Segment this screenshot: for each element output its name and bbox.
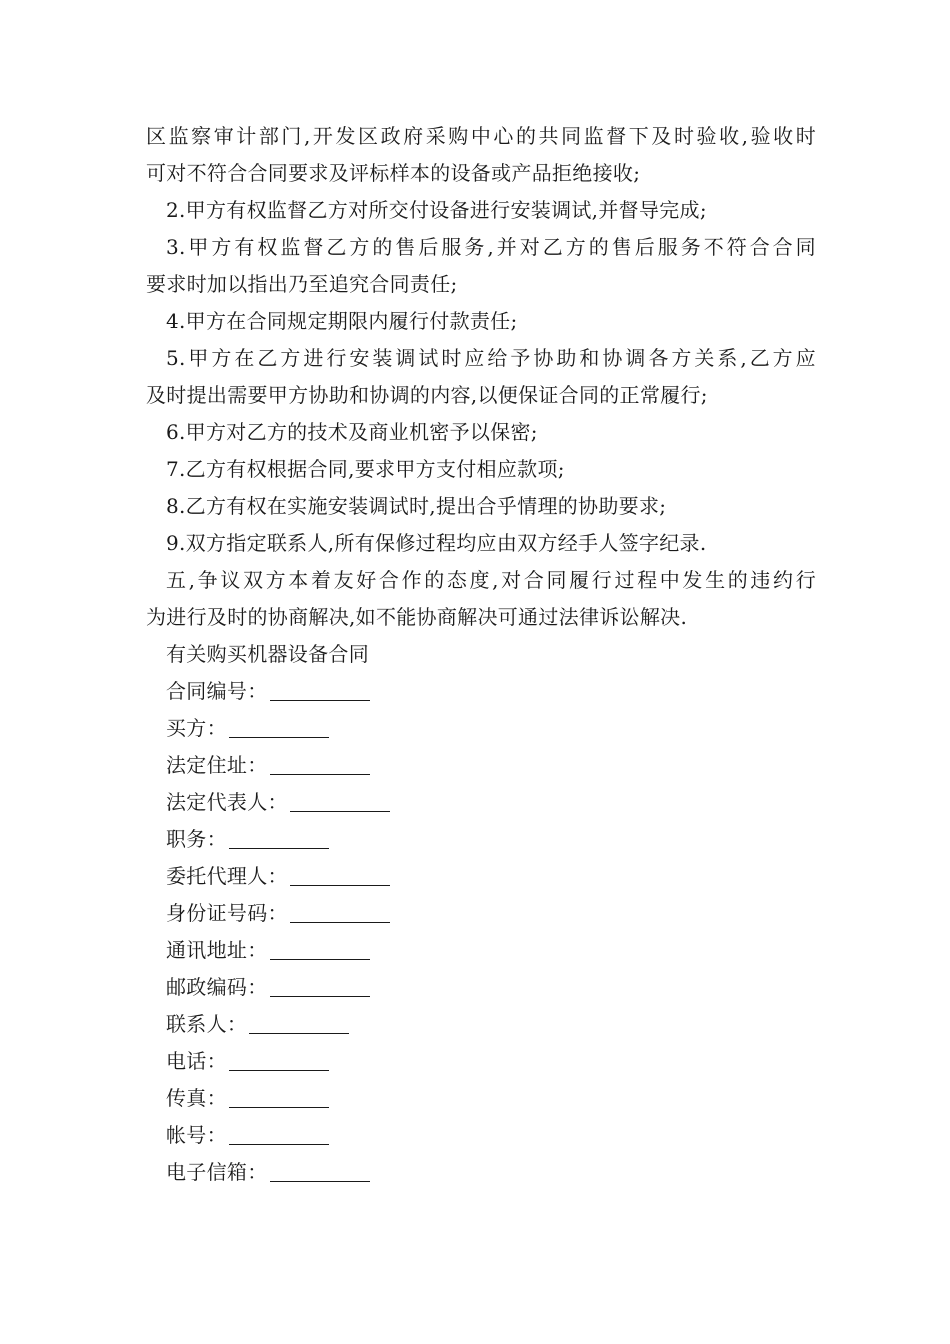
form-field-blank[interactable] xyxy=(229,1085,329,1108)
form-field-blank[interactable] xyxy=(270,937,370,960)
form-field-blank[interactable] xyxy=(229,1048,329,1071)
form-field-row xyxy=(146,673,816,710)
form-field-label: 职务： xyxy=(166,827,227,851)
form-field-blank[interactable] xyxy=(270,1159,370,1182)
form-field-row xyxy=(146,710,816,747)
form-field-row xyxy=(146,1006,816,1043)
paragraph-line: 6.甲方对乙方的技术及商业机密予以保密; xyxy=(166,420,538,444)
form-field-row xyxy=(146,784,816,821)
form-field-row xyxy=(146,821,816,858)
paragraph-line: 要求时加以指出乃至追究合同责任; xyxy=(146,272,458,296)
form-field-label: 委托代理人： xyxy=(166,864,288,888)
form-field-row xyxy=(146,969,816,1006)
paragraph-line: 2.甲方有权监督乙方对所交付设备进行安装调试,并督导完成; xyxy=(166,198,707,222)
form-field-row xyxy=(146,932,816,969)
form-field-label: 买方： xyxy=(166,716,227,740)
form-field-blank[interactable] xyxy=(290,789,390,812)
form-field-label: 电子信箱： xyxy=(166,1160,268,1184)
form-field-blank[interactable] xyxy=(270,974,370,997)
form-field-label: 法定住址： xyxy=(166,753,268,777)
form-field-row xyxy=(146,1043,816,1080)
paragraph-line: 五,争议双方本着友好合作的态度,对合同履行过程中发生的违约行 xyxy=(166,568,816,592)
form-field-blank[interactable] xyxy=(229,715,329,738)
form-field-label: 合同编号： xyxy=(166,679,268,703)
contract-body xyxy=(146,118,816,673)
paragraph-line: 可对不符合合同要求及评标样本的设备或产品拒绝接收; xyxy=(146,161,641,185)
form-field-label: 电话： xyxy=(166,1049,227,1073)
paragraph-line: 为进行及时的协商解决,如不能协商解决可通过法律诉讼解决. xyxy=(146,605,688,629)
form-field-label: 通讯地址： xyxy=(166,938,268,962)
form-field-row xyxy=(146,1080,816,1117)
document-page xyxy=(146,118,816,1191)
form-field-label: 联系人： xyxy=(166,1012,248,1036)
form-field-blank[interactable] xyxy=(249,1011,349,1034)
form-field-blank[interactable] xyxy=(229,826,329,849)
paragraph-line: 有关购买机器设备合同 xyxy=(166,642,369,666)
form-field-row xyxy=(146,895,816,932)
paragraph-line: 4.甲方在合同规定期限内履行付款责任; xyxy=(166,309,518,333)
paragraph-line: 及时提出需要甲方协助和协调的内容,以便保证合同的正常履行; xyxy=(146,383,708,407)
form-field-blank[interactable] xyxy=(290,863,390,886)
paragraph-line: 5.甲方在乙方进行安装调试时应给予协助和协调各方关系,乙方应 xyxy=(166,346,816,370)
form-field-blank[interactable] xyxy=(270,678,370,701)
form-field-row xyxy=(146,747,816,784)
form-field-row xyxy=(146,1154,816,1191)
form-field-blank[interactable] xyxy=(290,900,390,923)
paragraph-line: 7.乙方有权根据合同,要求甲方支付相应款项; xyxy=(166,457,565,481)
paragraph-line: 8.乙方有权在实施安装调试时,提出合乎情理的协助要求; xyxy=(166,494,667,518)
form-field-row xyxy=(146,858,816,895)
contract-form xyxy=(146,673,816,1191)
paragraph-line: 9.双方指定联系人,所有保修过程均应由双方经手人签字纪录. xyxy=(166,531,707,555)
form-field-label: 帐号： xyxy=(166,1123,227,1147)
paragraph-line: 区监察审计部门,开发区政府采购中心的共同监督下及时验收,验收时 xyxy=(146,124,816,148)
form-field-label: 邮政编码： xyxy=(166,975,268,999)
form-field-label: 传真： xyxy=(166,1086,227,1110)
form-field-blank[interactable] xyxy=(270,752,370,775)
form-field-row xyxy=(146,1117,816,1154)
form-field-label: 法定代表人： xyxy=(166,790,288,814)
paragraph-line: 3.甲方有权监督乙方的售后服务,并对乙方的售后服务不符合合同 xyxy=(166,235,816,259)
form-field-label: 身份证号码： xyxy=(166,901,288,925)
form-field-blank[interactable] xyxy=(229,1122,329,1145)
